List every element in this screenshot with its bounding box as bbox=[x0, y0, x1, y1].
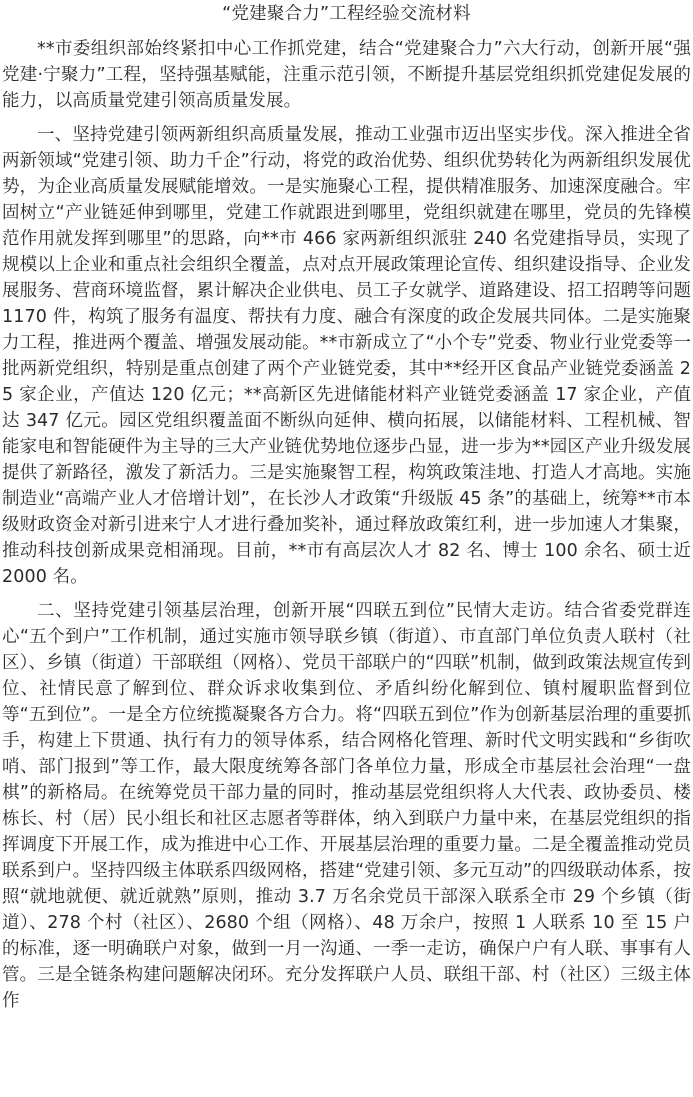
paragraph-section-one: 一、坚持党建引领两新组织高质量发展，推动工业强市迈出坚实步伐。深入推进全省两新领域“党建引领、助力千企”行动，将党的政治优势、组织优势转化为两新组织发展优势，为企业高质量发展赋能增效。一是实施聚心工程，提供精准服务、加速深度融合。牢固树立“产业链延伸到哪里，党建工作就跟进到哪里，党组织就建在哪里，党员的先锋模范作用就发挥到哪里”的思路，向**市 466 家两新组织派驻 240 名党建指导员，实现了规模以上企业和重点社会组织全覆盖，点对点开展政策理论宣传、组织建设指导、企业发展服务、营商环境监督，累计解决企业供电、员工子女就学、道路建设、招工招聘等问题1170 件，构筑了服务有温度、帮扶有力度、融合有深度的政企发展共同体。二是实施聚力工程，推进两个覆盖、增强发展动能。**市新成立了“小个专”党委、物业行业党委等一批两新党组织，特别是重点创建了两个产业链党委，其中**经开区食品产业链党委涵盖 25 家企业，产值达 120 亿元；**高新区先进储能材料产业链党委涵盖 17 家企业，产值达 347 亿元。园区党组织覆盖面不断纵向延伸、横向拓展，以储能材料、工程机械、智能家电和智能硬件为主导的三大产业链优势地位逐步凸显，进一步为**园区产业升级发展提供了新路径，激发了新活力。三是实施聚智工程，构筑政策洼地、打造人才高地。实施制造业“高端产业人才倍增计划”，在长沙人才政策“升级版 45 条”的基础上，统筹**市本级财政资金对新引进来宁人才进行叠加奖补，通过释放政策红利，进一步加速人才集聚，推动科技创新成果竞相涌现。目前，**市有高层次人才 82 名、博士 100 余名、硕士近 2000 名。 bbox=[2, 125, 691, 587]
document-title: “党建聚合力”工程经验交流材料 bbox=[222, 4, 471, 24]
paragraph-intro: **市委组织部始终紧扣中心工作抓党建，结合“党建聚合力”六大行动，创新开展“强党建·宁聚力”工程，坚持强基赋能，注重示范引领，不断提升基层党组织抓党建促发展的能力，以高质量党建引领高质量发展。 bbox=[2, 39, 691, 111]
paragraph-section-two: 二、坚持党建引领基层治理，创新开展“四联五到位”民情大走访。结合省委党群连心“五个到户”工作机制，通过实施市领导联乡镇（街道）、市直部门单位负责人联村（社区）、乡镇（街道）干部联组（网格）、党员干部联户的“四联”机制，做到政策法规宣传到位、社情民意了解到位、群众诉求收集到位、矛盾纠纷化解到位、镇村履职监督到位等“五到位”。一是全方位统揽凝聚各方合力。将“四联五到位”作为创新基层治理的重要抓手，构建上下贯通、执行有力的领导体系，结合网格化管理、新时代文明实践和“乡街吹哨、部门报到”等工作，最大限度统筹各部门各单位力量，形成全市基层社会治理“一盘棋”的新格局。在统筹党员干部力量的同时，推动基层党组织将人大代表、政协委员、楼栋长、村（居）民小组长和社区志愿者等群体，纳入到联户力量中来，在基层党组织的指挥调度下开展工作，成为推进中心工作、开展基层治理的重要力量。二是全覆盖推动党员联系到户。坚持四级主体联系四级网格，搭建“党建引领、多元互动”的四级联动体系，按照“就地就便、就近就熟”原则，推动 3.7 万名余党员干部深入联系全市 29 个乡镇（街道）、278 个村（社区）、2680 个组（网格）、48 万余户，按照 1 人联系 10 至 15 户的标准，逐一明确联户对象，做到一月一沟通、一季一走访，确保户户有人联、事事有人管。三是全链条构建问题解决闭环。充分发挥联户人员、联组干部、村（社区）三级主体作 bbox=[2, 601, 691, 1011]
